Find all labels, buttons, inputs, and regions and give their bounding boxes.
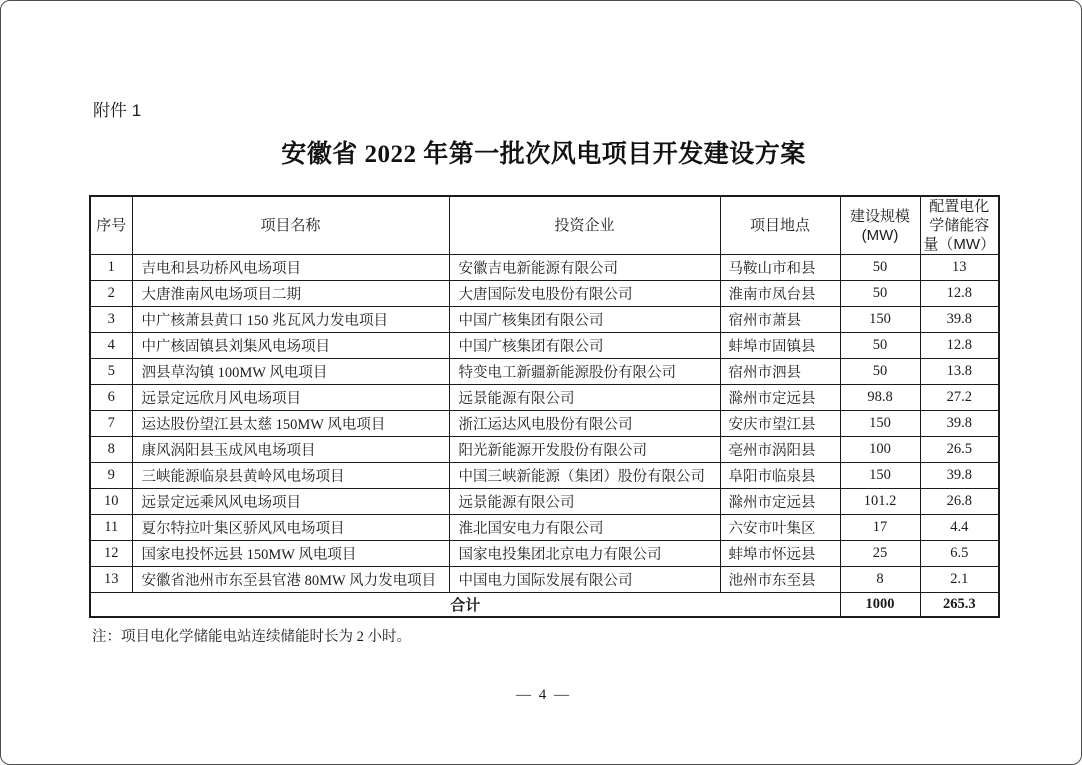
table-cell: 11 <box>90 515 132 541</box>
table-cell: 阜阳市临泉县 <box>720 463 840 489</box>
table-cell: 12 <box>90 541 132 567</box>
column-header-line: 配置电化 <box>929 198 990 215</box>
table-cell: 150 <box>840 463 920 489</box>
table-cell: 26.5 <box>920 437 999 463</box>
table-cell: 50 <box>840 333 920 359</box>
table-cell: 大唐国际发电股份有限公司 <box>449 281 720 307</box>
table-cell: 中国广核集团有限公司 <box>449 333 720 359</box>
table-cell: 39.8 <box>920 307 999 333</box>
table-cell: 中国三峡新能源（集团）股份有限公司 <box>449 463 720 489</box>
column-header-4 <box>720 196 840 255</box>
table-cell: 26.8 <box>920 489 999 515</box>
table-cell: 夏尔特拉叶集区骄风风电场项目 <box>132 515 449 541</box>
table-cell: 国家电投怀远县 150MW 风电项目 <box>132 541 449 567</box>
column-header-line: 序号 <box>96 217 127 234</box>
table-cell: 13.8 <box>920 359 999 385</box>
table-cell: 中国电力国际发展有限公司 <box>449 567 720 593</box>
table-cell: 远景能源有限公司 <box>449 489 720 515</box>
table-cell: 马鞍山市和县 <box>720 255 840 281</box>
total-label: 合计 <box>90 593 840 618</box>
table-cell: 三峡能源临泉县黄岭风电场项目 <box>132 463 449 489</box>
table-cell: 运达股份望江县太慈 150MW 风电项目 <box>132 411 449 437</box>
table-cell: 50 <box>840 255 920 281</box>
table-cell: 150 <box>840 307 920 333</box>
table-cell: 4 <box>90 333 132 359</box>
table-cell: 六安市叶集区 <box>720 515 840 541</box>
table-cell: 国家电投集团北京电力有限公司 <box>449 541 720 567</box>
total-storage: 265.3 <box>920 593 999 618</box>
table-cell: 中广核固镇县刘集风电场项目 <box>132 333 449 359</box>
table-cell: 98.8 <box>840 385 920 411</box>
table-row <box>90 359 999 385</box>
document-title: 安徽省 2022 年第一批次风电项目开发建设方案 <box>281 141 806 168</box>
column-header-5 <box>840 196 920 255</box>
table-cell: 池州市东至县 <box>720 567 840 593</box>
total-capacity: 1000 <box>840 593 920 618</box>
table-cell: 宿州市萧县 <box>720 307 840 333</box>
column-header-line: 投资企业 <box>554 217 615 234</box>
table-cell: 17 <box>840 515 920 541</box>
attachment-label: 附件 1 <box>93 101 142 120</box>
projects-table <box>89 195 1000 618</box>
table-total-row <box>90 593 999 618</box>
column-header-line: 量（MW） <box>923 236 996 253</box>
table-cell: 6 <box>90 385 132 411</box>
column-header-2 <box>132 196 449 255</box>
table-cell: 亳州市涡阳县 <box>720 437 840 463</box>
table-row <box>90 411 999 437</box>
table-cell: 50 <box>840 281 920 307</box>
table-cell: 中广核萧县黄口 150 兆瓦风力发电项目 <box>132 307 449 333</box>
table-row <box>90 437 999 463</box>
table-cell: 安徽吉电新能源有限公司 <box>449 255 720 281</box>
column-header-line: 项目名称 <box>260 217 321 234</box>
column-header-3 <box>449 196 720 255</box>
table-cell: 2.1 <box>920 567 999 593</box>
table-cell: 2 <box>90 281 132 307</box>
table-cell: 远景定远乘风风电场项目 <box>132 489 449 515</box>
table-cell: 安徽省池州市东至县官港 80MW 风力发电项目 <box>132 567 449 593</box>
column-header-line: 建设规模 <box>849 207 910 225</box>
table-cell: 8 <box>90 437 132 463</box>
table-cell: 9 <box>90 463 132 489</box>
table-cell: 远景定远欣月风电场项目 <box>132 385 449 411</box>
table-cell: 6.5 <box>920 541 999 567</box>
table-row <box>90 255 999 281</box>
table-cell: 滁州市定远县 <box>720 489 840 515</box>
column-header-line: 学储能容 <box>929 217 990 234</box>
table-cell: 蚌埠市固镇县 <box>720 333 840 359</box>
table-cell: 39.8 <box>920 411 999 437</box>
table-header-row <box>90 196 999 255</box>
column-header-line: (MW) <box>861 226 899 244</box>
table-cell: 7 <box>90 411 132 437</box>
table-cell: 吉电和县功桥风电场项目 <box>132 255 449 281</box>
table-cell: 13 <box>90 567 132 593</box>
table-cell: 12.8 <box>920 281 999 307</box>
table-cell: 泗县草沟镇 100MW 风电项目 <box>132 359 449 385</box>
table-cell: 27.2 <box>920 385 999 411</box>
projects-table-container <box>89 195 1081 618</box>
table-cell: 淮北国安电力有限公司 <box>449 515 720 541</box>
table-cell: 大唐淮南风电场项目二期 <box>132 281 449 307</box>
table-cell: 康风涡阳县玉成风电场项目 <box>132 437 449 463</box>
table-cell: 4.4 <box>920 515 999 541</box>
table-cell: 阳光新能源开发股份有限公司 <box>449 437 720 463</box>
table-cell: 5 <box>90 359 132 385</box>
table-cell: 3 <box>90 307 132 333</box>
table-cell: 8 <box>840 567 920 593</box>
table-row <box>90 541 999 567</box>
table-row <box>90 489 999 515</box>
table-cell: 101.2 <box>840 489 920 515</box>
table-cell: 12.8 <box>920 333 999 359</box>
table-row <box>90 385 999 411</box>
table-cell: 淮南市凤台县 <box>720 281 840 307</box>
table-cell: 10 <box>90 489 132 515</box>
table-cell: 50 <box>840 359 920 385</box>
table-row <box>90 333 999 359</box>
table-row <box>90 281 999 307</box>
page-number: — 4 — <box>516 687 571 703</box>
table-cell: 安庆市望江县 <box>720 411 840 437</box>
footnote: 注：项目电化学储能电站连续储能时长为 2 小时。 <box>92 629 411 645</box>
table-cell: 1 <box>90 255 132 281</box>
table-cell: 39.8 <box>920 463 999 489</box>
table-cell: 中国广核集团有限公司 <box>449 307 720 333</box>
table-cell: 远景能源有限公司 <box>449 385 720 411</box>
table-cell: 25 <box>840 541 920 567</box>
table-row <box>90 567 999 593</box>
column-header-6 <box>920 196 999 255</box>
table-cell: 浙江运达风电股份有限公司 <box>449 411 720 437</box>
column-header-1 <box>90 196 132 255</box>
table-row <box>90 515 999 541</box>
table-cell: 宿州市泗县 <box>720 359 840 385</box>
table-cell: 蚌埠市怀远县 <box>720 541 840 567</box>
table-row <box>90 463 999 489</box>
table-cell: 100 <box>840 437 920 463</box>
table-cell: 13 <box>920 255 999 281</box>
column-header-line: 项目地点 <box>749 217 810 234</box>
table-cell: 特变电工新疆新能源股份有限公司 <box>449 359 720 385</box>
table-row <box>90 307 999 333</box>
table-cell: 150 <box>840 411 920 437</box>
table-cell: 滁州市定远县 <box>720 385 840 411</box>
